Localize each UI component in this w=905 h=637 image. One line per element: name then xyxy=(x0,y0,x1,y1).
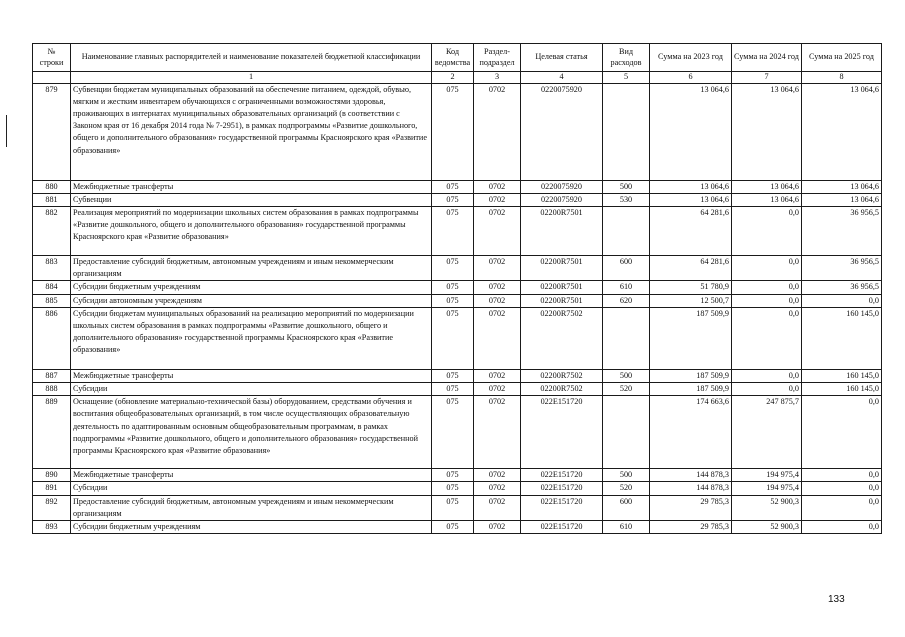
row-code-cell: 075 xyxy=(432,369,474,382)
row-type-cell: 500 xyxy=(603,180,650,193)
row-number-cell: 886 xyxy=(33,307,71,369)
row-section-cell: 0702 xyxy=(474,281,521,294)
row-target-cell: 0220075920 xyxy=(521,83,603,180)
row-type-cell: 500 xyxy=(603,369,650,382)
table-row xyxy=(33,180,882,193)
table-body xyxy=(33,83,882,534)
row-number-cell: 882 xyxy=(33,206,71,255)
row-section-cell: 0702 xyxy=(474,180,521,193)
row-sum-2025-cell: 0,0 xyxy=(802,469,882,482)
row-target-cell: 02200R7502 xyxy=(521,382,603,395)
row-section-cell: 0702 xyxy=(474,382,521,395)
row-target-cell: 022Е151720 xyxy=(521,520,603,533)
row-sum-2025-cell: 36 956,5 xyxy=(802,281,882,294)
row-target-cell: 02200R7501 xyxy=(521,255,603,280)
row-sum-2024-cell: 0,0 xyxy=(732,369,802,382)
row-section-cell: 0702 xyxy=(474,83,521,180)
row-number-cell: 883 xyxy=(33,255,71,280)
row-target-cell: 022Е151720 xyxy=(521,495,603,520)
table-row xyxy=(33,469,882,482)
header-sum-2025: Сумма на 2025 год xyxy=(802,44,882,72)
row-number-cell: 888 xyxy=(33,382,71,395)
row-code-cell: 075 xyxy=(432,193,474,206)
row-name-cell: Субсидии автономным учреждениям xyxy=(71,294,432,307)
table-row xyxy=(33,307,882,369)
row-sum-2024-cell: 52 900,3 xyxy=(732,495,802,520)
column-number-cell: 6 xyxy=(650,72,732,84)
row-sum-2024-cell: 0,0 xyxy=(732,206,802,255)
row-type-cell xyxy=(603,307,650,369)
row-code-cell: 075 xyxy=(432,307,474,369)
row-sum-2025-cell: 13 064,6 xyxy=(802,180,882,193)
column-number-cell: 1 xyxy=(71,72,432,84)
column-number-cell: 8 xyxy=(802,72,882,84)
row-number-cell: 881 xyxy=(33,193,71,206)
table-row xyxy=(33,396,882,469)
row-section-cell: 0702 xyxy=(474,369,521,382)
header-target: Целевая статья xyxy=(521,44,603,72)
row-sum-2023-cell: 12 500,7 xyxy=(650,294,732,307)
column-number-cell: 3 xyxy=(474,72,521,84)
row-sum-2025-cell: 0,0 xyxy=(802,495,882,520)
row-sum-2024-cell: 194 975,4 xyxy=(732,469,802,482)
row-type-cell xyxy=(603,83,650,180)
column-number-cell: 5 xyxy=(603,72,650,84)
row-name-cell: Субвенции xyxy=(71,193,432,206)
row-sum-2025-cell: 13 064,6 xyxy=(802,193,882,206)
table-row xyxy=(33,495,882,520)
row-name-cell: Субсидии xyxy=(71,382,432,395)
row-target-cell: 0220075920 xyxy=(521,180,603,193)
row-section-cell: 0702 xyxy=(474,255,521,280)
header-type: Вид расходов xyxy=(603,44,650,72)
table-row xyxy=(33,281,882,294)
table-header xyxy=(33,44,882,84)
row-name-cell: Межбюджетные трансферты xyxy=(71,469,432,482)
row-section-cell: 0702 xyxy=(474,396,521,469)
row-target-cell: 02200R7502 xyxy=(521,307,603,369)
row-sum-2024-cell: 0,0 xyxy=(732,255,802,280)
row-type-cell xyxy=(603,396,650,469)
row-code-cell: 075 xyxy=(432,255,474,280)
table-row xyxy=(33,382,882,395)
header-name: Наименование главных распорядителей и наименование показателей бюджетной классификации xyxy=(71,44,432,72)
table-row xyxy=(33,83,882,180)
row-sum-2024-cell: 0,0 xyxy=(732,281,802,294)
row-type-cell: 610 xyxy=(603,281,650,294)
row-code-cell: 075 xyxy=(432,206,474,255)
header-sum-2024: Сумма на 2024 год xyxy=(732,44,802,72)
row-name-cell: Межбюджетные трансферты xyxy=(71,369,432,382)
row-sum-2024-cell: 247 875,7 xyxy=(732,396,802,469)
table-row xyxy=(33,206,882,255)
table-row xyxy=(33,369,882,382)
row-code-cell: 075 xyxy=(432,180,474,193)
row-sum-2024-cell: 13 064,6 xyxy=(732,193,802,206)
row-section-cell: 0702 xyxy=(474,469,521,482)
row-type-cell: 520 xyxy=(603,382,650,395)
row-name-cell: Субсидии xyxy=(71,482,432,495)
row-sum-2023-cell: 13 064,6 xyxy=(650,193,732,206)
row-number-cell: 879 xyxy=(33,83,71,180)
row-section-cell: 0702 xyxy=(474,193,521,206)
row-sum-2023-cell: 64 281,6 xyxy=(650,206,732,255)
page-number: 133 xyxy=(828,594,845,605)
table-row xyxy=(33,193,882,206)
row-number-cell: 885 xyxy=(33,294,71,307)
row-sum-2025-cell: 160 145,0 xyxy=(802,307,882,369)
row-name-cell: Субвенции бюджетам муниципальных образований на обеспечение питанием, одеждой, обувью, мягким и жестким инвентарем обучающихся с ограниченными возможностями здоровья, проживающих в интернатах муниципальных образовательных организаций (в соответствии с Законом края от 16 декабря 2014 года № 7-2951), в рамках подпрограммы «Развитие дошкольного, общего и дополнительного образования» государственной программы Красноярского края «Развитие образования» xyxy=(71,83,432,180)
row-sum-2025-cell: 0,0 xyxy=(802,294,882,307)
row-name-cell: Субсидии бюджетным учреждениям xyxy=(71,520,432,533)
header-num: № строки xyxy=(33,44,71,72)
budget-table xyxy=(32,43,882,534)
header-sum-2023: Сумма на 2023 год xyxy=(650,44,732,72)
row-sum-2023-cell: 144 878,3 xyxy=(650,469,732,482)
row-sum-2025-cell: 160 145,0 xyxy=(802,369,882,382)
row-code-cell: 075 xyxy=(432,281,474,294)
row-sum-2025-cell: 36 956,5 xyxy=(802,255,882,280)
row-sum-2023-cell: 187 509,9 xyxy=(650,307,732,369)
row-target-cell: 02200R7501 xyxy=(521,206,603,255)
row-code-cell: 075 xyxy=(432,382,474,395)
row-name-cell: Субсидии бюджетным учреждениям xyxy=(71,281,432,294)
table-row xyxy=(33,520,882,533)
row-section-cell: 0702 xyxy=(474,294,521,307)
row-sum-2024-cell: 194 975,4 xyxy=(732,482,802,495)
row-name-cell: Реализация мероприятий по модернизации школьных систем образования в рамках подпрограммы «Развитие дошкольного, общего и дополнительного образования» государственной программы Красноярского края «Развитие образования» xyxy=(71,206,432,255)
row-section-cell: 0702 xyxy=(474,307,521,369)
row-code-cell: 075 xyxy=(432,520,474,533)
row-type-cell: 600 xyxy=(603,255,650,280)
row-type-cell xyxy=(603,206,650,255)
row-sum-2023-cell: 187 509,9 xyxy=(650,382,732,395)
row-sum-2023-cell: 144 878,3 xyxy=(650,482,732,495)
row-code-cell: 075 xyxy=(432,482,474,495)
row-code-cell: 075 xyxy=(432,495,474,520)
row-name-cell: Оснащение (обновление материально-технической базы) оборудованием, средствами обучения и воспитания общеобразовательных организаций, в том числе осуществляющих образовательную деятельность по адаптированным основным общеобразовательным программам, в рамках подпрограммы «Развитие дошкольного, общего и дополнительного образования» государственной программы Красноярского края «Развитие образования» xyxy=(71,396,432,469)
row-sum-2025-cell: 0,0 xyxy=(802,396,882,469)
row-sum-2025-cell: 36 956,5 xyxy=(802,206,882,255)
row-target-cell: 0220075920 xyxy=(521,193,603,206)
table-row xyxy=(33,482,882,495)
row-section-cell: 0702 xyxy=(474,495,521,520)
row-sum-2023-cell: 51 780,9 xyxy=(650,281,732,294)
row-code-cell: 075 xyxy=(432,83,474,180)
row-type-cell: 610 xyxy=(603,520,650,533)
row-number-cell: 892 xyxy=(33,495,71,520)
row-type-cell: 500 xyxy=(603,469,650,482)
row-number-cell: 891 xyxy=(33,482,71,495)
row-sum-2024-cell: 0,0 xyxy=(732,294,802,307)
row-sum-2025-cell: 0,0 xyxy=(802,482,882,495)
margin-mark xyxy=(6,115,7,147)
row-number-cell: 887 xyxy=(33,369,71,382)
header-section: Раздел-подраздел xyxy=(474,44,521,72)
row-sum-2024-cell: 52 900,3 xyxy=(732,520,802,533)
row-sum-2024-cell: 0,0 xyxy=(732,382,802,395)
header-code: Код ведомства xyxy=(432,44,474,72)
row-number-cell: 890 xyxy=(33,469,71,482)
row-target-cell: 022Е151720 xyxy=(521,396,603,469)
column-number-cell: 7 xyxy=(732,72,802,84)
row-type-cell: 530 xyxy=(603,193,650,206)
column-number-cell: 2 xyxy=(432,72,474,84)
row-name-cell: Межбюджетные трансферты xyxy=(71,180,432,193)
row-type-cell: 600 xyxy=(603,495,650,520)
row-type-cell: 620 xyxy=(603,294,650,307)
column-number-cell: 4 xyxy=(521,72,603,84)
row-sum-2023-cell: 174 663,6 xyxy=(650,396,732,469)
row-number-cell: 884 xyxy=(33,281,71,294)
row-section-cell: 0702 xyxy=(474,520,521,533)
table-row xyxy=(33,294,882,307)
row-code-cell: 075 xyxy=(432,294,474,307)
column-number-cell xyxy=(33,72,71,84)
row-sum-2023-cell: 29 785,3 xyxy=(650,495,732,520)
row-sum-2025-cell: 160 145,0 xyxy=(802,382,882,395)
row-sum-2023-cell: 64 281,6 xyxy=(650,255,732,280)
row-sum-2025-cell: 13 064,6 xyxy=(802,83,882,180)
row-target-cell: 02200R7501 xyxy=(521,281,603,294)
row-name-cell: Предоставление субсидий бюджетным, автономным учреждениям и иным некоммерческим организациям xyxy=(71,495,432,520)
row-code-cell: 075 xyxy=(432,469,474,482)
row-target-cell: 02200R7501 xyxy=(521,294,603,307)
row-sum-2023-cell: 29 785,3 xyxy=(650,520,732,533)
row-number-cell: 893 xyxy=(33,520,71,533)
row-name-cell: Субсидии бюджетам муниципальных образований на реализацию мероприятий по модернизации школьных систем образования в рамках подпрограммы «Развитие дошкольного, общего и дополнительного образования» государственной программы Красноярского края «Развитие образования» xyxy=(71,307,432,369)
row-sum-2023-cell: 187 509,9 xyxy=(650,369,732,382)
row-number-cell: 889 xyxy=(33,396,71,469)
row-section-cell: 0702 xyxy=(474,482,521,495)
row-name-cell: Предоставление субсидий бюджетным, автономным учреждениям и иным некоммерческим организациям xyxy=(71,255,432,280)
row-target-cell: 022Е151720 xyxy=(521,482,603,495)
row-sum-2024-cell: 13 064,6 xyxy=(732,83,802,180)
row-target-cell: 02200R7502 xyxy=(521,369,603,382)
row-sum-2025-cell: 0,0 xyxy=(802,520,882,533)
table-row xyxy=(33,255,882,280)
row-sum-2023-cell: 13 064,6 xyxy=(650,180,732,193)
row-type-cell: 520 xyxy=(603,482,650,495)
row-target-cell: 022Е151720 xyxy=(521,469,603,482)
row-sum-2023-cell: 13 064,6 xyxy=(650,83,732,180)
row-code-cell: 075 xyxy=(432,396,474,469)
row-number-cell: 880 xyxy=(33,180,71,193)
row-sum-2024-cell: 13 064,6 xyxy=(732,180,802,193)
row-section-cell: 0702 xyxy=(474,206,521,255)
row-sum-2024-cell: 0,0 xyxy=(732,307,802,369)
